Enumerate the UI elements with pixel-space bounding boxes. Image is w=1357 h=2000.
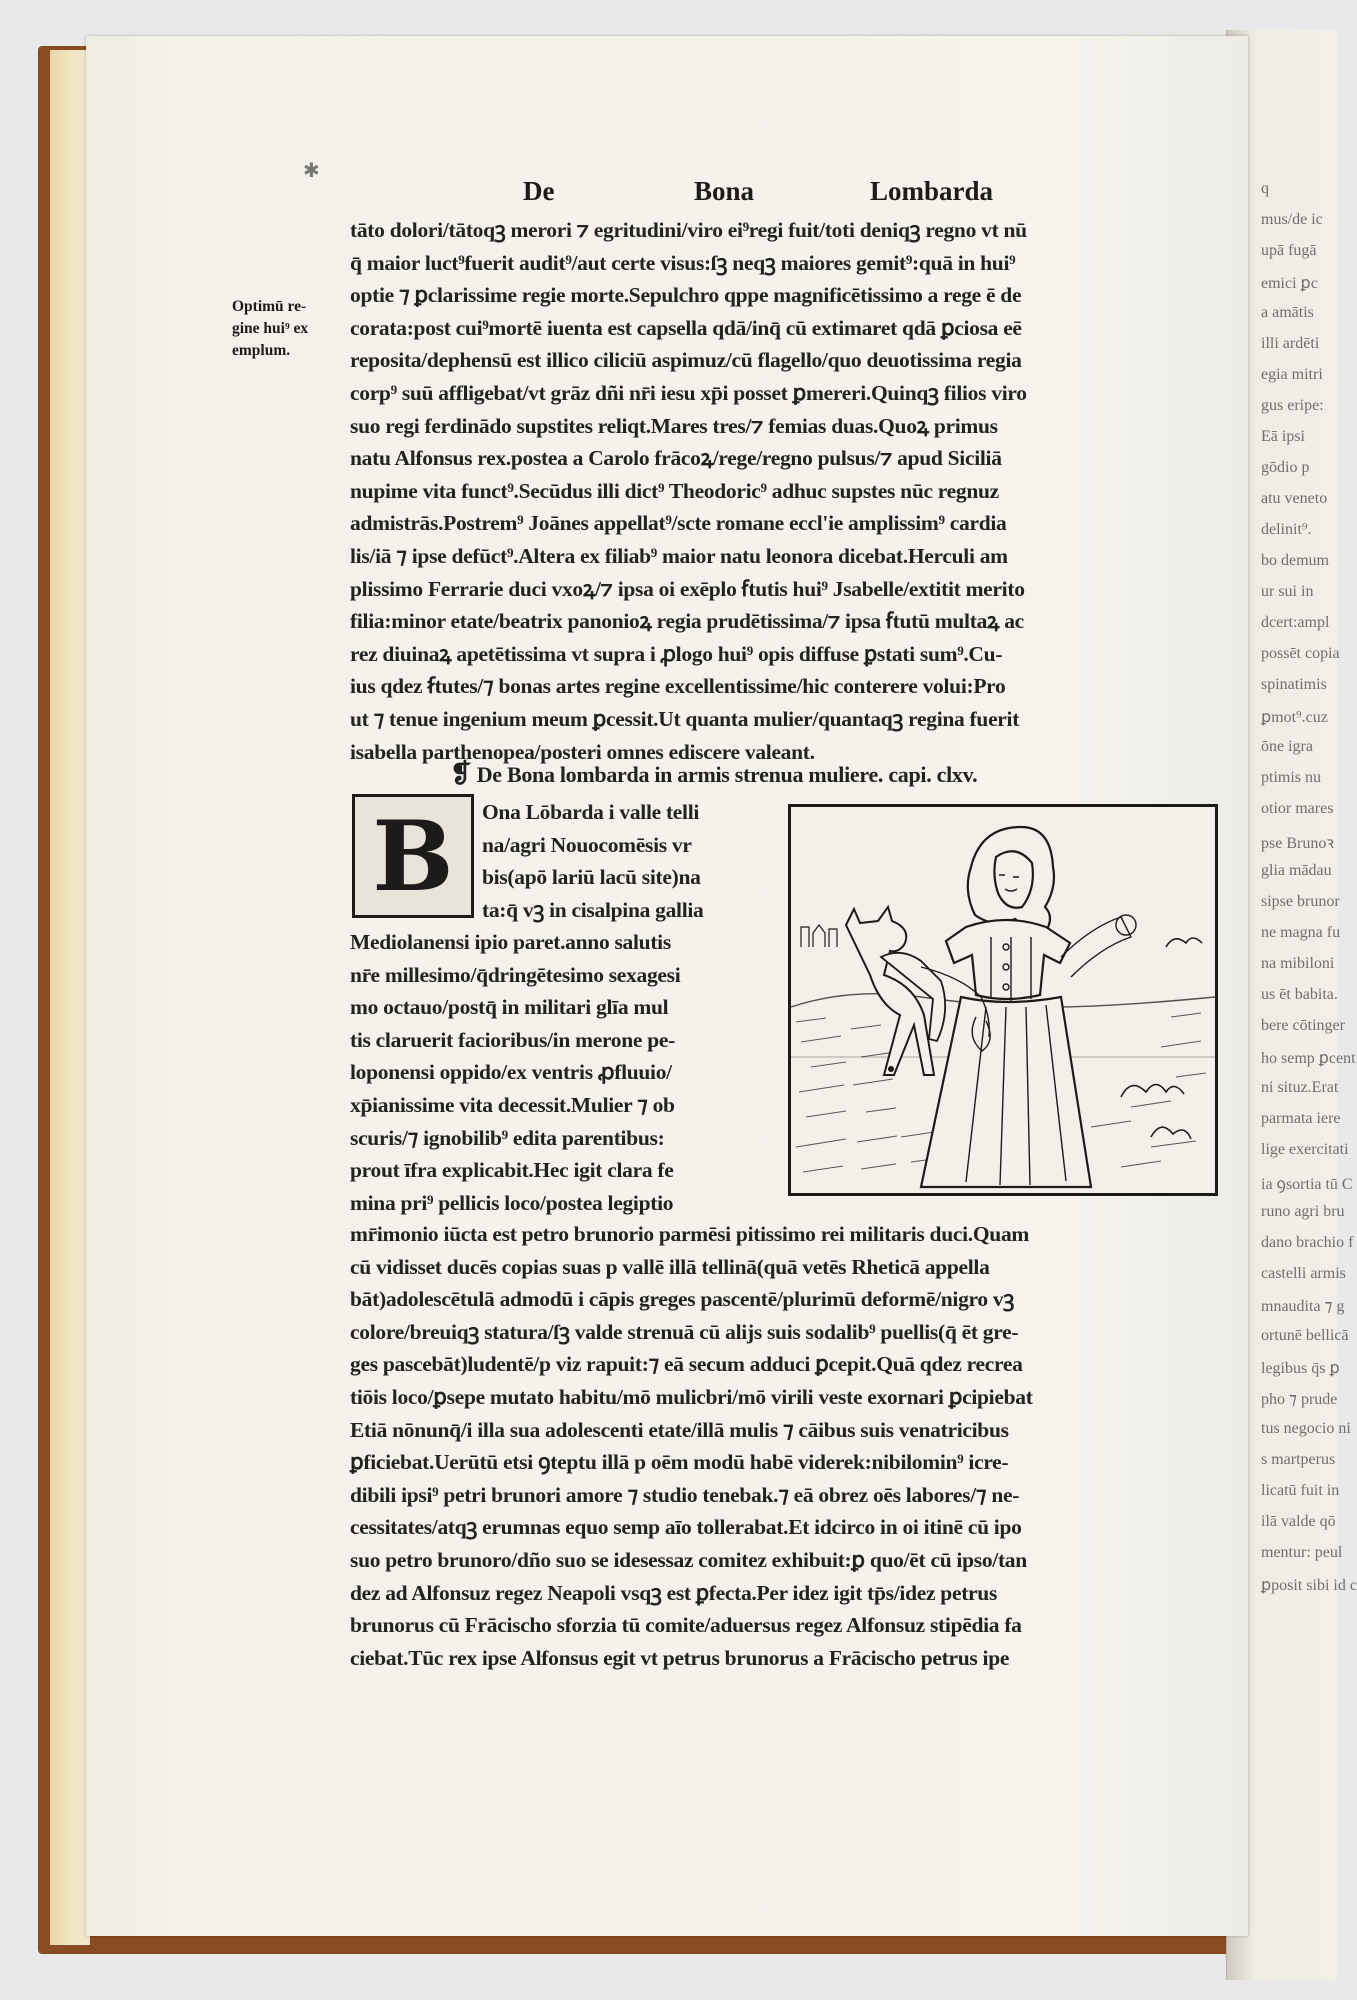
page-stack-edge xyxy=(50,50,90,1945)
facing-page-line: dcert:ampl xyxy=(1261,614,1330,631)
text-line: Mediolanensi ipio paret.anno salutis xyxy=(350,930,671,954)
facing-page-line: na mibiloni xyxy=(1261,955,1335,972)
text-line: suo regi ferdinādo supstites reliqt.Mares tres/⁊ femias duas.Quoꝝ primus xyxy=(350,413,998,438)
facing-page-line: egia mitri xyxy=(1261,366,1323,383)
facing-page-line: ilā valde qō xyxy=(1261,1513,1336,1530)
facing-page-line: gōdio p xyxy=(1261,459,1310,476)
facing-page-line: otior mares xyxy=(1261,800,1334,817)
section-heading xyxy=(450,758,1210,790)
text-line: nr̄e millesimo/q̄dringētesimo sexagesi xyxy=(350,962,681,987)
facing-page-line: ortunē bellicā xyxy=(1261,1327,1349,1344)
facing-page-line: bere cōtinger xyxy=(1261,1017,1345,1034)
running-head-right: Lombarda xyxy=(870,176,994,206)
facing-page-line: ne magna fu xyxy=(1261,924,1341,941)
text-line: Ona Lōbarda i valle telli xyxy=(482,800,700,824)
facing-page-line: runo agri bru xyxy=(1261,1203,1345,1220)
facing-page-line: illi ardēti xyxy=(1261,335,1320,352)
text-line: plissimo Ferrarie duci vxoꝝ/⁊ ipsa oi exēplo ẜtutis hui⁹ Jsabelle/extitit merito xyxy=(350,576,1025,601)
facing-page-line: Eā ipsi xyxy=(1261,428,1305,445)
text-line: na/agri Nouocomēsis vr xyxy=(482,832,692,857)
facing-page-line: tus negocio ni xyxy=(1261,1420,1351,1437)
margin-note-line: Optimū re- xyxy=(232,298,307,315)
text-line: mr̄imonio iūcta est petro brunorio parmēsi pitissimo rei militaris duci.Quam xyxy=(350,1222,1030,1246)
text-line: tiōis loco/ꝑsepe mutato habitu/mō mulicbri/mō virili veste exornari ꝑcipiebat xyxy=(350,1385,1033,1409)
text-line: ges pascebāt)ludentē/p viz rapuit:⁊ eā secum adduci ꝑcepit.Quā qdez recrea xyxy=(350,1352,1023,1377)
text-line: prout īfra explicabit.Hec igit clara fe xyxy=(350,1158,674,1183)
facing-page-line: licatū fuit in xyxy=(1261,1482,1340,1499)
text-line: colore/breuiqꝫ statura/ſꝫ valde strenuā cū alijs suis sodalib⁹ puellis(q̄ ēt gre- xyxy=(350,1319,1019,1344)
facing-page-line: mentur: peul xyxy=(1261,1544,1343,1561)
text-line: filia:minor etate/beatrix panonioꝝ regia prudētissima/⁊ ipsa ẜtutū multaꝝ ac xyxy=(350,609,1024,634)
facing-page-line: ꝑposit sibi id c xyxy=(1261,1577,1357,1594)
facing-page-line: us ēt babita. xyxy=(1261,986,1338,1003)
margin-note-line: gine hui⁹ ex xyxy=(232,320,309,337)
text-line: nupime vita funct⁹.Secūdus illi dict⁹ Theodoric⁹ adhuc supstes nūc regnuz xyxy=(350,478,999,503)
facing-page-line: parmata iere xyxy=(1261,1110,1341,1127)
text-line: natu Alfonsus rex.postea a Carolo frācoꝝ/rege/regno pulsus/⁊ apud Siciliā xyxy=(350,446,1002,471)
margin-note xyxy=(232,296,352,362)
text-line: rez diuinaꝝ apetētissima vt supra i ꝓlogo hui⁹ opis diffuse ꝑstati sum⁹.Cu- xyxy=(350,641,1003,666)
text-line: corp⁹ suū affligebat/vt grāz dñi nr̄i iesu xp̄i posset ꝑmereri.Quinqꝫ filios viro xyxy=(350,381,1027,405)
facing-page-line: pho ⁊ prude xyxy=(1261,1391,1338,1408)
text-line: brunorus cū Frācischo sforzia tū comite/aduersus regez Alfonsuz stipēdia fa xyxy=(350,1613,1022,1638)
text-line: scuris/⁊ ignobilib⁹ edita parentibus: xyxy=(350,1125,665,1150)
facing-page-line: ꝑmot⁹.cuz xyxy=(1261,709,1328,726)
text-line: Etiā nōnunq̄/i illa sua adolescenti etate/illā mulis ⁊ cāibus suis venatricibus xyxy=(350,1417,1009,1442)
text-line: bis(apō lariū lacū site)na xyxy=(482,865,701,890)
text-line: q̄ maior luct⁹fuerit audit⁹/aut certe visus:ſꝫ neqꝫ maiores gemit⁹:quā in hui⁹ xyxy=(350,250,1016,275)
woodcut-illustration xyxy=(788,804,1218,1196)
text-line: ut ⁊ tenue ingenium meum ꝑcessit.Ut quanta mulier/quantaqꝫ regina fuerit xyxy=(350,707,1020,731)
facing-page-line: upā fugā xyxy=(1261,242,1317,259)
facing-page-line: ptimis nu xyxy=(1261,769,1322,786)
facing-page-line: s martperus xyxy=(1261,1451,1336,1468)
text-line: dibili ipsi⁹ petri brunori amore ⁊ studio tenebak.⁊ eā obrez oēs labores/⁊ ne- xyxy=(350,1482,1020,1507)
paragraph-mark-icon: ❡ xyxy=(450,759,472,788)
running-head-center: Bona xyxy=(694,176,755,206)
text-line: isabella parthenopea/posteri omnes ediscere valeant. xyxy=(350,739,815,764)
text-line: optie ⁊ ꝑclarissime regie morte.Sepulchro qppe magnificētissimo a rege ē de xyxy=(350,283,1022,308)
facing-page-line: ur sui in xyxy=(1261,583,1314,600)
facing-page-line: ni situz.Erat xyxy=(1261,1079,1339,1096)
text-line: mina pri⁹ pellicis loco/postea legiptio xyxy=(350,1190,674,1215)
running-head xyxy=(500,176,1060,216)
text-line: ius qdez ẜtutes/⁊ bonas artes regine excellentissime/hic conterere volui:Pro xyxy=(350,674,1006,699)
facing-page-line: q xyxy=(1261,180,1269,197)
text-line: ta:q̄ vꝫ in cisalpina gallia xyxy=(482,897,704,922)
facing-page-line: ho semp ꝑcent xyxy=(1261,1050,1356,1067)
facing-page-line: mus/de ic xyxy=(1261,211,1323,228)
woodcut-woman-with-dogs xyxy=(791,807,1215,1193)
text-line: admistrās.Postrem⁹ Joānes appellat⁹/scte romane eccl'ie amplissim⁹ cardia xyxy=(350,511,1007,536)
text-line: corata:post cui⁹mortē iuenta est capsella qdā/inq̄ cū extimaret qdā ꝑciosa eē xyxy=(350,315,1022,340)
facing-page-line: lige exercitati xyxy=(1261,1141,1349,1158)
folio-mark: ✱ xyxy=(303,158,320,182)
facing-page-line: glia mādau xyxy=(1261,862,1332,879)
text-line: reposita/dephensū est illico ciliciū aspimuz/cū flagello/quo deuotissima regia xyxy=(350,348,1022,373)
text-line: tis claruerit facioribus/in merone pe- xyxy=(350,1027,675,1052)
facing-page-line: legibus q̄s ꝑ xyxy=(1261,1360,1340,1377)
facing-page-line: spinatimis xyxy=(1261,676,1327,693)
facing-page-line: gus eripe: xyxy=(1261,397,1324,414)
facing-page-line: delinit⁹. xyxy=(1261,521,1312,538)
text-line: cū vidisset ducēs copias suas p vallē illā tellinā(quā vetēs Rheticā appella xyxy=(350,1254,990,1279)
facing-page-line: atu veneto xyxy=(1261,490,1328,507)
facing-page-line: pse Brunoꝛ xyxy=(1261,835,1334,852)
facing-page-line: sipse brunor xyxy=(1261,893,1340,910)
text-line: loponensi oppido/ex ventris ꝓfluuio/ xyxy=(350,1060,672,1085)
text-line: tāto dolori/tātoqꝫ merori ⁊ egritudini/viro ei⁹regi fuit/toti deniqꝫ regno vt nū xyxy=(350,218,1027,242)
facing-page-line: castelli armis xyxy=(1261,1265,1346,1282)
text-line: suo petro brunoro/dño suo se idesessaz comitez exhibuit:ꝑ quo/ēt cū ipso/tan xyxy=(350,1548,1027,1572)
text-line: mo octauo/postq̄ in militari glīa mul xyxy=(350,995,669,1020)
text-line: lis/iā ⁊ ipse defūct⁹.Altera ex filiab⁹ maior natu leonora dicebat.Herculi am xyxy=(350,544,1008,568)
facing-page-line: dano brachio f xyxy=(1261,1234,1354,1251)
facing-page-line: a amātis xyxy=(1261,304,1314,321)
running-head-left: De xyxy=(523,176,555,206)
facing-page-line: bo demum xyxy=(1261,552,1329,569)
facing-page-line: mnaudita ⁊ g xyxy=(1261,1298,1345,1315)
facing-page-line: emici ꝑc xyxy=(1261,275,1318,292)
text-line: dez ad Alfonsuz regez Neapoli vsqꝫ est ꝑfecta.Per idez igit tp̄s/idez petrus xyxy=(350,1580,998,1605)
facing-page-line: possēt copia xyxy=(1261,645,1340,662)
text-line: ꝑficiebat.Uerūtū etsi ꝯteptu illā p oēm modū habē viderek:nibilomin⁹ icre- xyxy=(350,1450,1009,1475)
section-heading-text: De Bona lombarda in armis strenua muliere. capi. clxv. xyxy=(476,762,978,787)
decorated-initial-letter: B xyxy=(372,799,454,913)
margin-note-line: emplum. xyxy=(232,342,291,359)
text-line: bāt)adolescētulā admodū i cāpis greges pascentē/plurimū deformē/nigro vꝫ xyxy=(350,1287,1015,1312)
facing-page-line: ōne igra xyxy=(1261,738,1313,755)
text-line: xp̄ianissime vita decessit.Mulier ⁊ ob xyxy=(350,1093,675,1117)
text-line: cessitates/atqꝫ erumnas equo semp aīo tollerabat.Et idcirco in oi itinē cū ipo xyxy=(350,1515,1022,1540)
facing-page-line: ia ꝯsortia tū C xyxy=(1261,1176,1353,1193)
text-line: ciebat.Tūc rex ipse Alfonsus egit vt petrus brunorus a Frācischo petrus ipe xyxy=(350,1645,1010,1670)
decorated-initial xyxy=(352,794,474,918)
